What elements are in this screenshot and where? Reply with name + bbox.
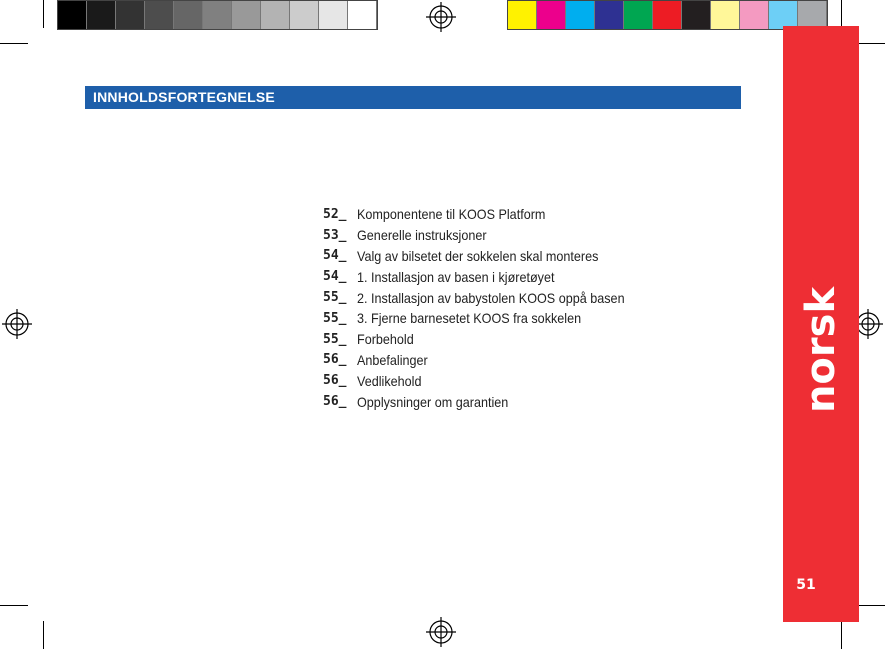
process-color-swatch <box>798 1 827 29</box>
toc-entry-title: Generelle instruksjoner <box>357 227 487 244</box>
toc-page-number: 55_ <box>323 331 347 347</box>
crop-mark-bottom-left-v <box>43 621 44 649</box>
process-color-swatch <box>682 1 711 29</box>
process-color-swatch <box>740 1 769 29</box>
toc-page-number: 53_ <box>323 227 347 243</box>
crop-mark-bottom-right-v <box>841 621 842 649</box>
toc-page-number: 56_ <box>323 352 347 368</box>
registration-mark-top-icon <box>424 0 458 34</box>
grayscale-swatch <box>58 1 87 29</box>
toc-entry-title: Vedlikehold <box>357 372 422 389</box>
crop-mark-top-right-v <box>841 0 842 28</box>
process-color-swatch <box>508 1 537 29</box>
toc-page-number: 52_ <box>323 206 347 222</box>
toc-entry <box>323 350 654 371</box>
grayscale-swatch <box>261 1 290 29</box>
registration-mark-left-icon <box>0 307 34 341</box>
crop-mark-top-left-h <box>0 43 28 44</box>
page-title: INNHOLDSFORTEGNELSE <box>93 89 275 105</box>
toc-entry-title: Komponentene til KOOS Platform <box>357 206 546 223</box>
toc-entry <box>323 287 654 308</box>
crop-mark-top-right-h <box>857 43 885 44</box>
toc-entry-title: Anbefalinger <box>357 351 428 368</box>
page-number: 51 <box>796 577 816 593</box>
process-color-swatch <box>769 1 798 29</box>
language-side-tab <box>783 26 859 622</box>
language-label: norsk <box>798 286 844 414</box>
grayscale-swatch <box>319 1 348 29</box>
registration-mark-bottom-icon <box>424 615 458 649</box>
grayscale-swatch <box>348 1 377 29</box>
crop-mark-bottom-left-h <box>0 605 28 606</box>
toc-page-number: 55_ <box>323 310 347 326</box>
process-color-swatch <box>624 1 653 29</box>
toc-entry <box>323 225 654 246</box>
grayscale-swatch <box>87 1 116 29</box>
toc-entry <box>323 266 654 287</box>
crop-mark-bottom-right-h <box>857 605 885 606</box>
table-of-contents <box>323 204 654 412</box>
toc-entry-title: Forbehold <box>357 331 414 348</box>
grayscale-swatch <box>145 1 174 29</box>
toc-entry-title: Valg av bilsetet der sokkelen skal monteres <box>357 247 599 264</box>
grayscale-color-bar <box>57 0 378 30</box>
process-color-swatch <box>537 1 566 29</box>
toc-page-number: 54_ <box>323 248 347 264</box>
section-header-band <box>85 86 741 109</box>
toc-entry <box>323 204 654 225</box>
toc-entry-title: 3. Fjerne barnesetet KOOS fra sokkelen <box>357 310 582 327</box>
toc-entry <box>323 246 654 267</box>
toc-entry <box>323 329 654 350</box>
process-color-swatch <box>595 1 624 29</box>
toc-page-number: 55_ <box>323 290 347 306</box>
toc-entry-title: Opplysninger om garantien <box>357 393 509 410</box>
grayscale-swatch <box>116 1 145 29</box>
toc-entry <box>323 370 654 391</box>
process-color-swatch <box>566 1 595 29</box>
toc-entry-title: 2. Installasjon av babystolen KOOS oppå basen <box>357 289 625 306</box>
grayscale-swatch <box>203 1 232 29</box>
toc-page-number: 56_ <box>323 373 347 389</box>
grayscale-swatch <box>290 1 319 29</box>
crop-mark-top-left-v <box>43 0 44 28</box>
toc-entry <box>323 391 654 412</box>
toc-entry-title: 1. Installasjon av basen i kjøretøyet <box>357 268 555 285</box>
process-color-bar <box>507 0 828 30</box>
toc-entry <box>323 308 654 329</box>
grayscale-swatch <box>174 1 203 29</box>
grayscale-swatch <box>232 1 261 29</box>
toc-page-number: 56_ <box>323 394 347 410</box>
toc-page-number: 54_ <box>323 269 347 285</box>
process-color-swatch <box>711 1 740 29</box>
process-color-swatch <box>653 1 682 29</box>
